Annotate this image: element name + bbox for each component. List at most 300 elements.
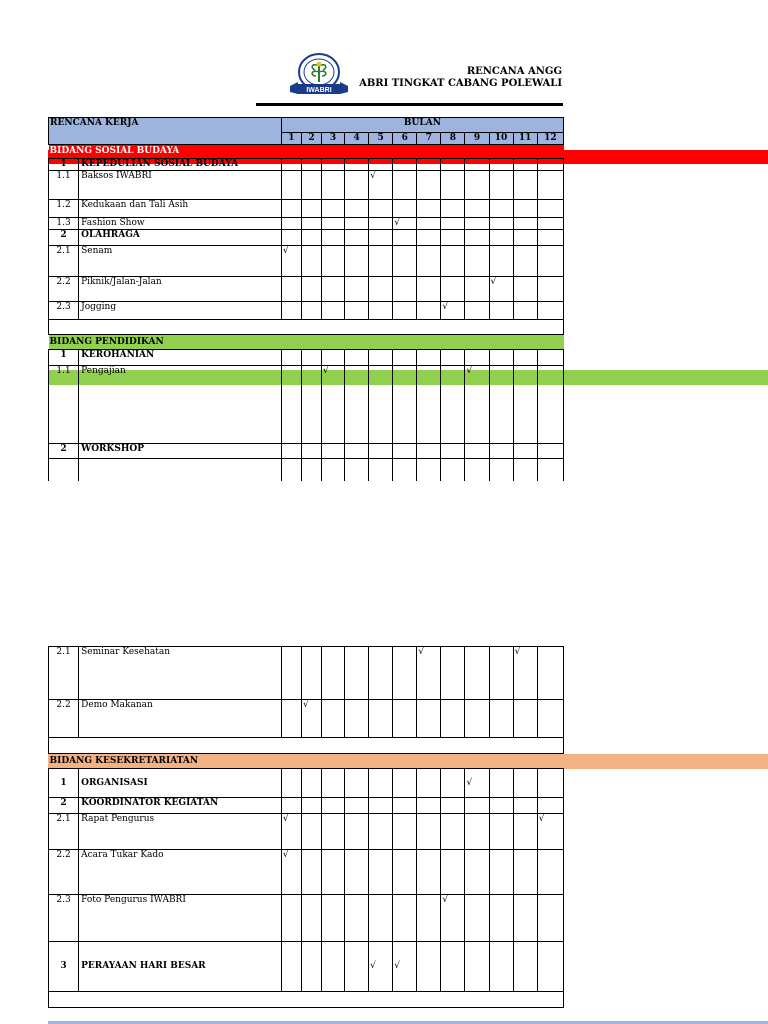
month-cell-1 [281,171,301,200]
month-cell-4 [345,444,369,459]
table-row [49,277,564,302]
month-cell-7 [417,366,441,444]
header-rule [256,103,563,106]
check-mark-icon: √ [281,246,301,277]
month-cell-9 [465,277,489,302]
month-cell-11 [513,769,537,798]
month-cell-8 [441,230,465,246]
month-cell-4 [345,895,369,942]
month-cell-2 [301,850,321,895]
check-mark-icon: √ [393,942,417,992]
check-mark-icon: √ [281,850,301,895]
row-number: 2.3 [49,895,79,942]
month-cell-4 [345,798,369,814]
month-header-12: 12 [537,133,563,145]
month-cell-8 [441,350,465,366]
month-header-10: 10 [489,133,513,145]
empty-cell [417,459,441,481]
month-cell-6 [393,350,417,366]
check-mark-icon: √ [393,218,417,230]
activity-label: Acara Tukar Kado [79,850,282,895]
check-mark-icon: √ [281,814,301,850]
month-cell-9 [465,350,489,366]
table-row [49,230,564,246]
month-cell-7 [417,230,441,246]
month-cell-2 [301,350,321,366]
month-cell-4 [345,218,369,230]
empty-cell [441,459,465,481]
month-cell-4 [345,647,369,700]
check-mark-icon: √ [369,171,393,200]
month-cell-7 [417,277,441,302]
month-cell-8 [441,850,465,895]
month-cell-6 [393,171,417,200]
table-row [49,459,564,481]
table-row [49,218,564,230]
table-row [49,302,564,320]
month-cell-8 [441,700,465,738]
check-mark-icon: √ [441,895,465,942]
month-cell-11 [513,444,537,459]
month-cell-10 [489,647,513,700]
month-cell-11 [513,200,537,218]
month-cell-9 [465,647,489,700]
empty-cell [513,459,537,481]
month-cell-5 [369,200,393,218]
document-title-line2: ABRI TINGKAT CABANG POLEWALI [359,78,562,89]
section-title-sosial-budaya: BIDANG SOSIAL BUDAYA [49,145,564,159]
month-cell-5 [369,159,393,171]
month-header-3: 3 [321,133,344,145]
activity-label: Seminar Kesehatan [79,647,282,700]
month-cell-7 [417,246,441,277]
empty-cell [281,459,301,481]
table-row [49,200,564,218]
row-number: 2.3 [49,302,79,320]
month-cell-10 [489,700,513,738]
check-mark-icon: √ [537,814,563,850]
month-cell-7 [417,159,441,171]
table-row [49,647,564,700]
month-cell-10 [489,302,513,320]
month-cell-3 [321,302,344,320]
month-cell-6 [393,895,417,942]
table-row [49,444,564,459]
month-cell-5 [369,444,393,459]
iwabri-logo-icon [288,52,350,98]
empty-cell [369,459,393,481]
month-cell-8 [441,444,465,459]
month-cell-12 [537,159,563,171]
month-cell-11 [513,230,537,246]
table-row [49,350,564,366]
activity-label: ORGANISASI [79,769,282,798]
month-cell-12 [537,246,563,277]
month-cell-6 [393,444,417,459]
month-cell-4 [345,159,369,171]
month-cell-6 [393,814,417,850]
month-cell-4 [345,200,369,218]
month-cell-9 [465,700,489,738]
spacer-row [49,320,564,335]
month-cell-8 [441,814,465,850]
section-title-kesekretariatan: BIDANG KESEKRETARIATAN [49,754,564,769]
month-cell-11 [513,218,537,230]
month-cell-9 [465,814,489,850]
table-row [49,814,564,850]
month-cell-9 [465,200,489,218]
month-cell-9 [465,230,489,246]
month-cell-12 [537,171,563,200]
month-cell-3 [321,277,344,302]
month-cell-4 [345,814,369,850]
month-cell-2 [301,200,321,218]
month-cell-8 [441,366,465,444]
month-cell-8 [441,246,465,277]
table-row [49,942,564,992]
month-cell-2 [301,246,321,277]
month-cell-3 [321,246,344,277]
month-cell-8 [441,218,465,230]
month-cell-10 [489,246,513,277]
month-cell-1 [281,366,301,444]
month-header-2: 2 [301,133,321,145]
month-cell-5 [369,366,393,444]
month-cell-10 [489,218,513,230]
month-cell-1 [281,218,301,230]
month-cell-6 [393,159,417,171]
month-cell-2 [301,277,321,302]
month-cell-4 [345,230,369,246]
month-cell-3 [322,895,345,942]
document-title-line1: RENCANA ANGG [466,66,562,77]
month-cell-7 [417,218,441,230]
month-cell-12 [537,200,563,218]
month-cell-3 [321,159,344,171]
month-cell-10 [489,171,513,200]
month-cell-4 [345,246,369,277]
activity-label: OLAHRAGA [79,230,282,246]
month-cell-7 [417,350,441,366]
check-mark-icon: √ [417,647,441,700]
month-cell-5 [369,302,393,320]
month-cell-9 [465,444,489,459]
month-cell-1 [281,798,301,814]
activity-label: Baksos IWABRI [79,171,282,200]
month-cell-12 [537,350,563,366]
month-cell-3 [322,798,345,814]
month-cell-6 [393,700,417,738]
row-number: 1.2 [49,200,79,218]
month-cell-5 [369,769,393,798]
month-cell-9 [465,246,489,277]
month-cell-10 [489,895,513,942]
month-cell-1 [281,769,301,798]
month-cell-3 [321,444,344,459]
month-cell-1 [281,230,301,246]
empty-cell [465,459,489,481]
month-cell-6 [393,769,417,798]
month-cell-5 [369,350,393,366]
month-header-9: 9 [465,133,489,145]
row-number: 1.1 [49,366,79,444]
row-number: 2.1 [49,814,79,850]
activity-label: WORKSHOP [79,444,282,459]
row-number: 1.3 [49,218,79,230]
month-cell-7 [417,814,441,850]
month-cell-1 [281,700,301,738]
month-cell-8 [441,277,465,302]
activity-label: PERAYAAN HARI BESAR [79,942,282,992]
month-cell-2 [301,218,321,230]
month-cell-11 [513,850,537,895]
month-cell-12 [537,850,563,895]
month-cell-9 [465,218,489,230]
activity-label: Kedukaan dan Tali Asih [79,200,282,218]
month-cell-5 [369,700,393,738]
month-cell-12 [537,700,563,738]
month-cell-8 [441,942,465,992]
section-title-pendidikan: BIDANG PENDIDIKAN [49,335,564,350]
table-row [49,159,564,171]
month-cell-11 [513,277,537,302]
table-row [49,700,564,738]
row-number: 2 [49,798,79,814]
table-row [49,798,564,814]
month-cell-11 [513,159,537,171]
empty-cell [321,459,344,481]
row-number: 3 [49,942,79,992]
month-cell-4 [345,942,369,992]
month-cell-10 [489,230,513,246]
empty-cell [49,459,79,481]
row-number: 1 [49,769,79,798]
row-number: 2 [49,230,79,246]
month-cell-11 [513,246,537,277]
month-cell-2 [301,366,321,444]
month-cell-8 [441,798,465,814]
month-cell-3 [321,350,344,366]
activity-label: Fashion Show [79,218,282,230]
activity-label: Rapat Pengurus [79,814,282,850]
check-mark-icon: √ [465,366,489,444]
month-cell-1 [281,444,301,459]
month-cell-9 [465,159,489,171]
month-cell-11 [513,814,537,850]
activity-label: Piknik/Jalan-Jalan [79,277,282,302]
activity-label: Senam [79,246,282,277]
activity-label: KOORDINATOR KEGIATAN [79,798,282,814]
table-row [49,895,564,942]
month-cell-2 [301,942,321,992]
activity-label: Demo Makanan [79,700,282,738]
month-cell-5 [369,246,393,277]
empty-cell [537,459,563,481]
month-cell-2 [301,647,321,700]
month-cell-7 [417,895,441,942]
row-number: 1.1 [49,171,79,200]
month-cell-7 [417,171,441,200]
month-header-6: 6 [393,133,417,145]
month-cell-2 [301,302,321,320]
month-cell-3 [322,647,345,700]
month-cell-1 [281,159,301,171]
month-cell-9 [465,895,489,942]
month-cell-10 [489,159,513,171]
row-number: 1 [49,350,79,366]
row-number: 2 [49,444,79,459]
month-cell-5 [369,277,393,302]
row-number: 2.2 [49,277,79,302]
month-cell-6 [393,798,417,814]
month-cell-7 [417,942,441,992]
month-cell-3 [322,814,345,850]
table-row [49,769,564,798]
month-cell-2 [301,798,321,814]
month-cell-10 [489,350,513,366]
month-cell-9 [465,302,489,320]
month-cell-11 [513,942,537,992]
month-cell-9 [465,850,489,895]
month-cell-7 [417,444,441,459]
month-cell-8 [441,769,465,798]
table-row [49,171,564,200]
row-number: 2.2 [49,700,79,738]
month-cell-10 [489,366,513,444]
month-cell-6 [393,246,417,277]
work-plan-table-bottom [48,646,564,1008]
month-cell-7 [417,850,441,895]
month-cell-10 [489,798,513,814]
month-cell-8 [441,200,465,218]
month-cell-3 [322,700,345,738]
month-cell-9 [465,942,489,992]
month-cell-7 [417,700,441,738]
activity-label: Jogging [79,302,282,320]
month-header-5: 5 [369,133,393,145]
month-cell-3 [322,850,345,895]
month-header-4: 4 [345,133,369,145]
header-bulan: BULAN [281,118,563,133]
month-cell-8 [441,159,465,171]
activity-label: Foto Pengurus IWABRI [79,895,282,942]
month-cell-3 [321,171,344,200]
empty-cell [301,459,321,481]
check-mark-icon: √ [465,769,489,798]
month-cell-12 [537,230,563,246]
month-cell-1 [281,895,301,942]
month-cell-10 [489,850,513,895]
month-cell-11 [513,171,537,200]
month-cell-12 [537,277,563,302]
month-cell-1 [281,350,301,366]
table-row [49,366,564,444]
month-cell-11 [513,700,537,738]
month-cell-6 [393,230,417,246]
row-number: 2.1 [49,647,79,700]
month-cell-5 [369,647,393,700]
spacer-row [49,992,564,1008]
month-header-8: 8 [441,133,465,145]
month-cell-3 [321,200,344,218]
month-cell-12 [537,769,563,798]
month-cell-4 [345,700,369,738]
month-cell-2 [301,230,321,246]
check-mark-icon: √ [369,942,393,992]
month-header-11: 11 [513,133,537,145]
month-cell-6 [393,647,417,700]
month-cell-8 [441,647,465,700]
month-cell-5 [369,850,393,895]
month-cell-12 [537,798,563,814]
month-cell-6 [393,200,417,218]
check-mark-icon: √ [513,647,537,700]
month-cell-4 [345,171,369,200]
row-number: 2.2 [49,850,79,895]
month-cell-6 [393,277,417,302]
check-mark-icon: √ [321,366,344,444]
check-mark-icon: √ [441,302,465,320]
table-row [49,850,564,895]
month-cell-10 [489,814,513,850]
month-cell-11 [513,366,537,444]
activity-label: KEROHANIAN [79,350,282,366]
month-cell-6 [393,302,417,320]
empty-cell [345,459,369,481]
month-cell-3 [321,218,344,230]
month-cell-2 [301,769,321,798]
activity-label: KEPEDULIAN SOSIAL BUDAYA [79,159,282,171]
month-cell-5 [369,814,393,850]
header-rencana-kerja: RENCANA KERJA [49,118,282,145]
month-cell-12 [537,366,563,444]
month-cell-5 [369,218,393,230]
month-cell-12 [537,942,563,992]
month-cell-11 [513,798,537,814]
month-cell-4 [345,850,369,895]
month-cell-4 [345,769,369,798]
month-cell-12 [537,218,563,230]
row-number: 2.1 [49,246,79,277]
month-cell-1 [281,302,301,320]
month-cell-12 [537,895,563,942]
month-cell-4 [345,366,369,444]
month-cell-1 [281,200,301,218]
month-cell-1 [281,942,301,992]
month-cell-10 [489,769,513,798]
month-cell-3 [322,769,345,798]
work-plan-table-top [48,117,564,481]
month-cell-12 [537,302,563,320]
table-row [49,246,564,277]
month-cell-11 [513,302,537,320]
month-cell-12 [537,647,563,700]
month-cell-4 [345,302,369,320]
empty-cell [489,459,513,481]
month-cell-11 [513,895,537,942]
spacer-row [49,738,564,754]
month-header-7: 7 [417,133,441,145]
month-header-1: 1 [281,133,301,145]
month-cell-2 [301,444,321,459]
empty-cell [393,459,417,481]
month-cell-3 [322,942,345,992]
month-cell-5 [369,798,393,814]
month-cell-8 [441,171,465,200]
month-cell-7 [417,200,441,218]
month-cell-3 [321,230,344,246]
month-cell-10 [489,444,513,459]
